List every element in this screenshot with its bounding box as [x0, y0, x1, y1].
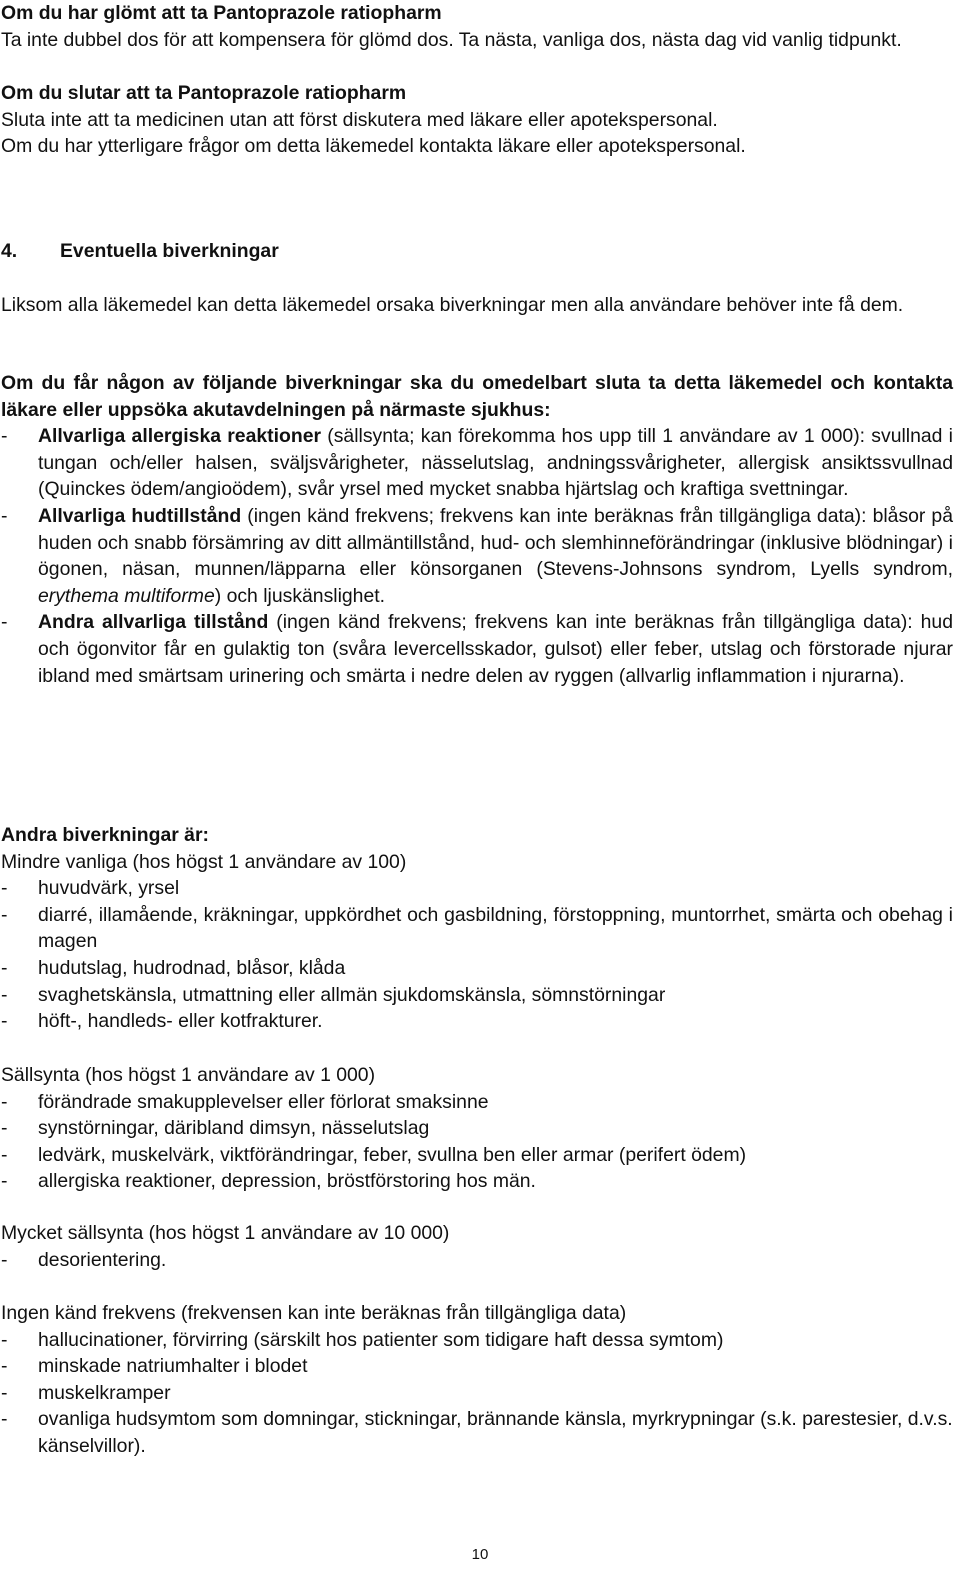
frequency-group — [1, 849, 953, 1035]
effect-item-text: desorientering. — [38, 1248, 167, 1271]
list-dash: - — [1, 1010, 8, 1033]
effect-item-text: synstörningar, däribland dimsyn, nässelutslag — [38, 1117, 430, 1140]
effect-item — [1, 1142, 953, 1169]
serious-item-title: Andra allvarliga tillstånd — [38, 611, 269, 634]
frequency-group — [1, 1062, 953, 1195]
serious-item — [1, 423, 953, 503]
list-dash: - — [1, 1408, 8, 1431]
effect-item-text: huvudvärk, yrsel — [38, 877, 180, 900]
frequency-group-title: Ingen känd frekvens (frekvensen kan inte beräknas från tillgängliga data) — [1, 1302, 627, 1324]
effect-item-text: ovanliga hudsymtom som domningar, stickningar, brännande känsla, myrkrypningar (s.k. parestesier, d.v.s. känselvillor). — [38, 1408, 953, 1457]
effect-item — [1, 955, 953, 982]
effect-item-text: minskade natriumhalter i blodet — [38, 1355, 308, 1378]
other-effects-heading: Andra biverkningar är: — [1, 824, 209, 846]
effect-item-text: diarré, illamående, kräkningar, uppkördhet och gasbildning, förstoppning, muntorrhet, smärta och obehag i magen — [38, 903, 953, 953]
effect-item — [1, 1380, 953, 1407]
list-dash: - — [1, 983, 8, 1006]
list-dash: - — [1, 425, 8, 448]
list-dash: - — [1, 903, 8, 926]
missed-dose-section — [1, 0, 953, 53]
list-dash: - — [1, 1090, 8, 1113]
serious-item-text — [38, 609, 953, 689]
serious-item-text — [38, 423, 953, 503]
section-number: 4. — [1, 240, 18, 262]
effect-item — [1, 1089, 953, 1116]
effect-item — [1, 982, 953, 1009]
frequency-group-title: Mycket sällsynta (hos högst 1 användare av 10 000) — [1, 1222, 450, 1244]
effect-item — [1, 1115, 953, 1142]
frequency-group — [1, 1300, 953, 1460]
effect-item-text: höft-, handleds- eller kotfrakturer. — [38, 1010, 323, 1033]
serious-effects-section — [1, 370, 953, 689]
list-dash: - — [1, 1143, 8, 1166]
list-dash: - — [1, 956, 8, 979]
serious-item-body: (ingen känd frekvens; frekvens kan inte beräknas från tillgängliga data): blåsor på huden och snabb försämring av ditt allmäntillstånd, hud- och slemhinneförändringar (inklusive blödningar) i ögonen, näsan, munnen/läpparna eller könsorganen (Stevens-Johnsons syndrom, Lyells syndrom, — [38, 504, 953, 581]
list-dash: - — [1, 1355, 8, 1378]
list-dash: - — [1, 504, 8, 527]
stop-taking-line1: Sluta inte att ta medicinen utan att först diskutera med läkare eller apotekspersonal. — [1, 108, 718, 131]
effect-item — [1, 1353, 953, 1380]
missed-dose-text: Ta inte dubbel dos för att kompensera för glömd dos. Ta nästa, vanliga dos, nästa dag vid vanlig tidpunkt. — [1, 28, 902, 51]
page-number: 10 — [471, 1546, 489, 1563]
serious-item-title: Allvarliga allergiska reaktioner — [38, 425, 322, 448]
serious-item — [1, 609, 953, 689]
effect-item — [1, 875, 953, 902]
effect-item-text: allergiska reaktioner, depression, bröstförstoring hos män. — [38, 1170, 536, 1193]
serious-item-body-end: ) och ljuskänslighet. — [214, 584, 386, 607]
effect-item-text: muskelkramper — [38, 1381, 171, 1404]
list-dash: - — [1, 1248, 8, 1271]
frequency-group-title: Mindre vanliga (hos högst 1 användare av 100) — [1, 850, 407, 873]
effect-item-text: hallucinationer, förvirring (särskilt hos patienter som tidigare haft dessa symtom) — [38, 1328, 724, 1351]
section-4-intro: Liksom alla läkemedel kan detta läkemedel orsaka biverkningar men alla användare behöver inte få dem. — [1, 294, 904, 316]
serious-item — [1, 503, 953, 609]
serious-item-body: (sällsynta; kan förekomma hos upp till 1 användare av 1 000): svullnad i tungan och/eller halsen, sväljsvårigheter, nässelutslag, andningssvårigheter, allergisk ansiktssvullnad (Quinckes ödem/angioödem), svår yrsel med mycket snabba hjärtslag och kraftiga svettningar. — [38, 425, 953, 501]
list-dash: - — [1, 1170, 8, 1193]
effect-item-text: förändrade smakupplevelser eller förlorat smaksinne — [38, 1090, 489, 1113]
effect-item — [1, 1406, 953, 1459]
effect-item — [1, 1327, 953, 1354]
section-title: Eventuella biverkningar — [60, 240, 279, 262]
missed-dose-heading: Om du har glömt att ta Pantoprazole ratiopharm — [1, 2, 442, 24]
effect-item — [1, 1168, 953, 1195]
frequency-group — [1, 1220, 953, 1273]
frequency-group-title: Sällsynta (hos högst 1 användare av 1 000) — [1, 1064, 376, 1086]
serious-warning: Om du får någon av följande biverkningar ska du omedelbart sluta ta detta läkemedel och kontakta läkare eller uppsöka akutavdelningen på närmaste sjukhus: — [1, 372, 953, 421]
effect-item — [1, 902, 953, 955]
effect-item-text: hudutslag, hudrodnad, blåsor, klåda — [38, 956, 346, 979]
stop-taking-section — [1, 80, 953, 160]
effect-item — [1, 1247, 953, 1274]
section-4-heading — [1, 238, 953, 265]
serious-item-italic: erythema multiforme — [38, 584, 215, 607]
list-dash: - — [1, 877, 8, 900]
serious-item-body: (ingen känd frekvens; frekvens kan inte beräknas från tillgängliga data): hud och ögonvitor får en gulaktig ton (svåra levercellsskador, gulsot) eller feber, utslag och förstorade njurar ibland med smärtsam urinering och smärta i nedre delen av ryggen (allvarlig inflammation i njurarna). — [38, 611, 953, 687]
stop-taking-line2: Om du har ytterligare frågor om detta läkemedel kontakta läkare eller apotekspersonal. — [1, 135, 746, 158]
stop-taking-heading: Om du slutar att ta Pantoprazole ratiopharm — [1, 82, 407, 104]
list-dash: - — [1, 1117, 8, 1140]
serious-item-text — [38, 503, 953, 609]
other-effects-section — [1, 822, 953, 1035]
list-dash: - — [1, 1328, 8, 1351]
list-dash: - — [1, 1381, 8, 1404]
list-dash: - — [1, 611, 8, 634]
effect-item-text: ledvärk, muskelvärk, viktförändringar, feber, svullna ben eller armar (perifert ödem) — [38, 1143, 747, 1166]
serious-item-title: Allvarliga hudtillstånd — [38, 504, 242, 527]
effect-item — [1, 1008, 953, 1035]
effect-item-text: svaghetskänsla, utmattning eller allmän sjukdomskänsla, sömnstörningar — [38, 983, 666, 1006]
